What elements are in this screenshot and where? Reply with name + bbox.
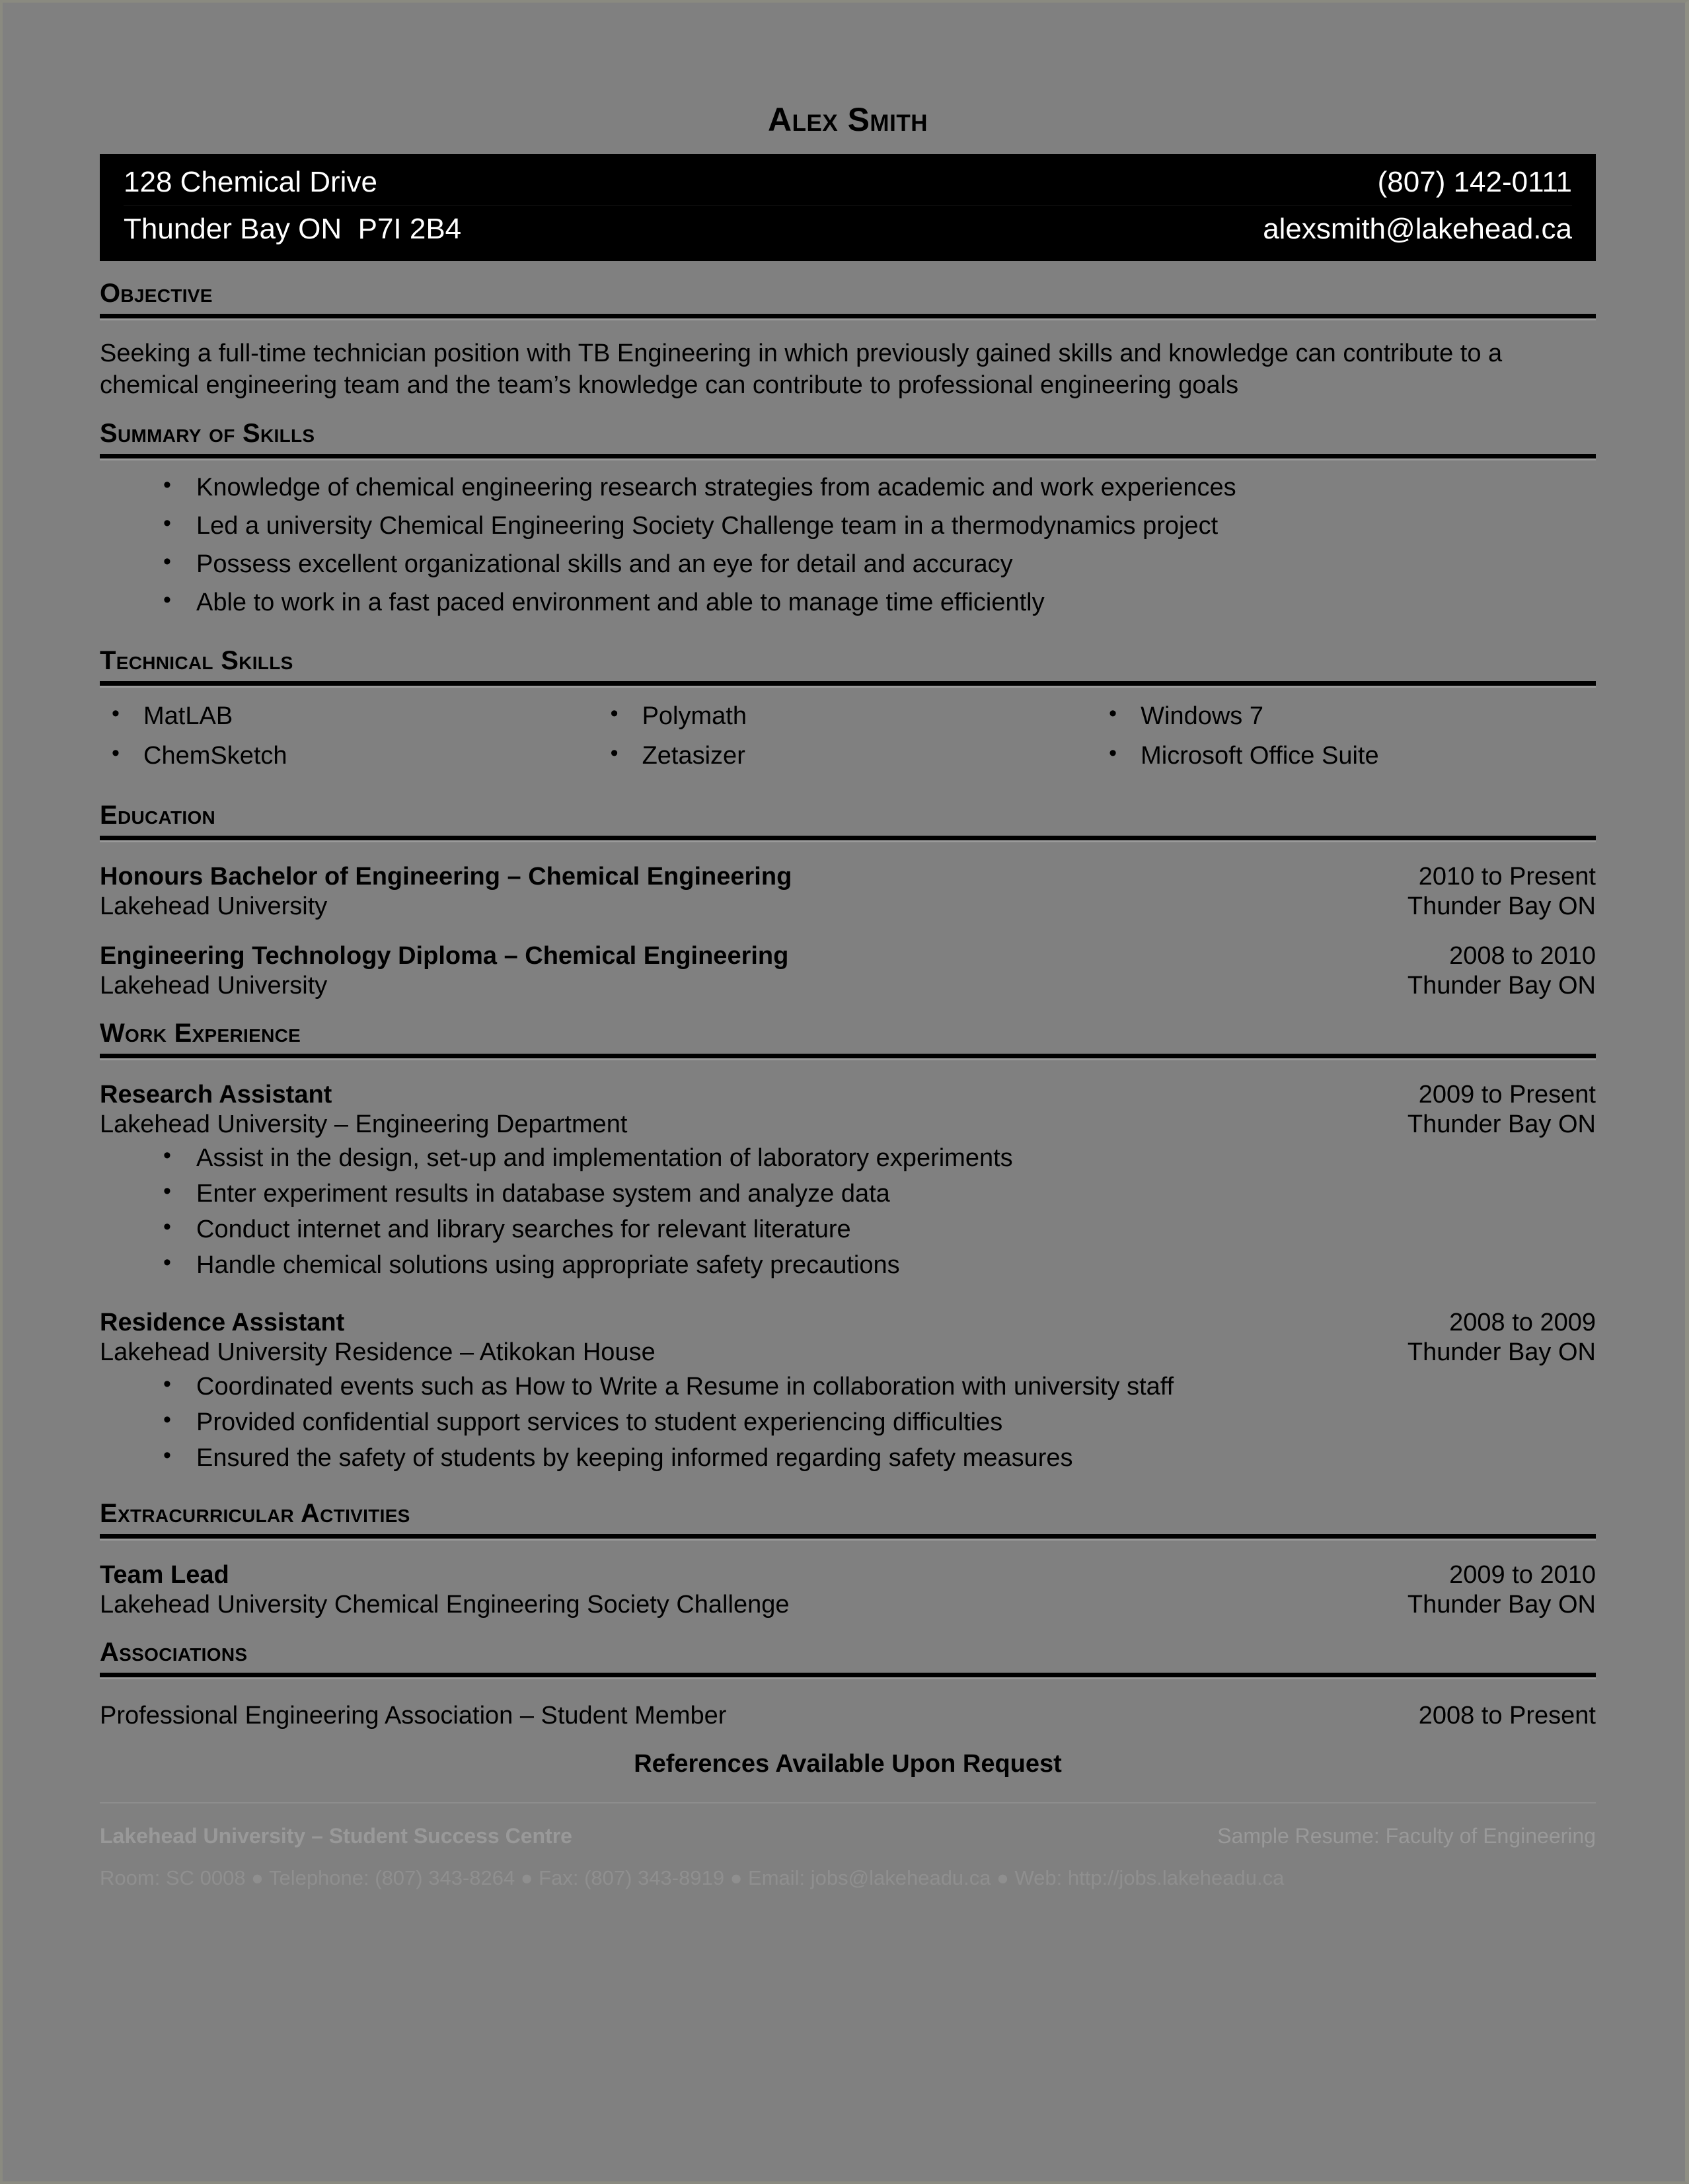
list-item: • Zetasizer xyxy=(599,743,1098,783)
entry-title-row xyxy=(100,862,1596,892)
footer-organization: Lakehead University – Student Success Centre xyxy=(100,1823,572,1848)
section-education xyxy=(100,783,1596,1000)
entry-dates: 2009 to Present xyxy=(1418,1080,1596,1109)
list-item: • Coordinated events such as How to Write a Resume in collaboration with university staff xyxy=(100,1374,1596,1410)
list-item: • Handle chemical solutions using appropriate safety precautions xyxy=(100,1253,1596,1288)
list-item: • Possess excellent organizational skills and an eye for detail and accuracy xyxy=(100,552,1596,590)
footer-document-label: Sample Resume: Faculty of Engineering xyxy=(1217,1823,1596,1848)
section-rule-work-experience xyxy=(100,1054,1596,1060)
technical-skills-columns xyxy=(100,688,1596,783)
section-extracurricular-activities xyxy=(100,1481,1596,1620)
list-item: • MatLAB xyxy=(100,704,599,743)
page-footer xyxy=(100,1802,1596,1891)
entry-organization: Lakehead University – Engineering Department xyxy=(100,1110,628,1138)
work-experience-entry xyxy=(100,1288,1596,1481)
entry-bullets xyxy=(100,1367,1596,1481)
address-line-2: Thunder Bay ON P7I 2B4 xyxy=(124,213,462,246)
education-entry xyxy=(100,922,1596,1001)
phone-number: (807) 142-0111 xyxy=(1377,166,1572,198)
entry-organization: Lakehead University xyxy=(100,892,328,921)
entry-sub-row xyxy=(100,971,1596,1001)
footer-top-row xyxy=(100,1823,1596,1848)
section-heading-associations: Associations xyxy=(100,1637,248,1667)
technical-skills-column-2 xyxy=(599,704,1098,783)
list-item: • Able to work in a fast paced environment and able to manage time efficiently xyxy=(100,590,1596,628)
entry-sub-row xyxy=(100,1338,1596,1367)
address-line-1: 128 Chemical Drive xyxy=(124,166,377,198)
entry-title: Research Assistant xyxy=(100,1080,332,1109)
education-entry xyxy=(100,842,1596,922)
technical-skills-column-3 xyxy=(1097,704,1596,783)
section-heading-education: Education xyxy=(100,801,216,830)
entry-dates: 2010 to Present xyxy=(1418,863,1596,891)
summary-skills-list xyxy=(100,460,1596,628)
list-item: • Knowledge of chemical engineering research strategies from academic and work experiences xyxy=(100,475,1596,513)
work-experience-entry xyxy=(100,1060,1596,1289)
section-heading-work-experience: Work Experience xyxy=(100,1018,301,1048)
objective-text: Seeking a full-time technician position with TB Engineering in which previously gained skills and knowledge can contribute to a chemical engineering team and the team’s knowledge can contribute to professional engineering goals xyxy=(100,339,1503,400)
contact-bar xyxy=(100,154,1596,261)
resume-content xyxy=(100,3,1596,1890)
section-heading-extracurricular-activities: Extracurricular Activities xyxy=(100,1499,410,1529)
section-rule-extracurricular-activities xyxy=(100,1534,1596,1541)
list-item: • ChemSketch xyxy=(100,743,599,783)
section-heading-objective: Objective xyxy=(100,278,213,308)
entry-location: Thunder Bay ON xyxy=(1407,1338,1596,1367)
entry-bullets xyxy=(100,1139,1596,1288)
extracurricular-entry xyxy=(100,1541,1596,1620)
references-note: References Available Upon Request xyxy=(634,1749,1062,1778)
section-associations xyxy=(100,1620,1596,1730)
section-work-experience xyxy=(100,1001,1596,1481)
association-dates: 2008 to Present xyxy=(1418,1701,1596,1729)
entry-location: Thunder Bay ON xyxy=(1407,971,1596,1000)
entry-organization: Lakehead University Chemical Engineering Society Challenge xyxy=(100,1590,790,1619)
section-heading-summary-of-skills: Summary of Skills xyxy=(100,419,315,449)
section-objective xyxy=(100,261,1596,402)
technical-skills-column-1 xyxy=(100,704,599,783)
list-item: • Assist in the design, set-up and implementation of laboratory experiments xyxy=(100,1146,1596,1181)
candidate-name: Alex Smith xyxy=(768,101,928,138)
section-technical-skills xyxy=(100,628,1596,783)
entry-title-row xyxy=(100,941,1596,971)
entry-dates: 2009 to 2010 xyxy=(1449,1561,1596,1589)
section-rule-associations xyxy=(100,1673,1596,1679)
association-label: Professional Engineering Association – Student Member xyxy=(100,1701,727,1729)
email-address: alexsmith@lakehead.ca xyxy=(1263,213,1572,246)
entry-location: Thunder Bay ON xyxy=(1407,892,1596,921)
entry-title-row xyxy=(100,1560,1596,1590)
entry-title: Residence Assistant xyxy=(100,1309,345,1337)
footer-contact-line: Room: SC 0008 ● Telephone: (807) 343-8264 ● Fax: (807) 343-8919 ● Email: jobs@lakeheadu.ca ● Web: http://jobs.lakeheadu.ca xyxy=(100,1866,1285,1890)
entry-title: Team Lead xyxy=(100,1561,229,1589)
association-row xyxy=(100,1679,1596,1730)
entry-dates: 2008 to 2009 xyxy=(1449,1309,1596,1337)
list-item: • Enter experiment results in database system and analyze data xyxy=(100,1181,1596,1217)
entry-sub-row xyxy=(100,892,1596,922)
entry-title: Engineering Technology Diploma – Chemical Engineering xyxy=(100,942,789,970)
entry-sub-row xyxy=(100,1590,1596,1620)
section-heading-technical-skills: Technical Skills xyxy=(100,646,293,676)
entry-sub-row xyxy=(100,1110,1596,1140)
section-rule-summary-of-skills xyxy=(100,454,1596,460)
list-item: • Conduct internet and library searches for relevant literature xyxy=(100,1217,1596,1253)
entry-location: Thunder Bay ON xyxy=(1407,1590,1596,1619)
list-item: • Provided confidential support services to student experiencing difficulties xyxy=(100,1410,1596,1445)
list-item: • Ensured the safety of students by keeping informed regarding safety measures xyxy=(100,1445,1596,1481)
entry-location: Thunder Bay ON xyxy=(1407,1110,1596,1138)
entry-organization: Lakehead University xyxy=(100,971,328,1000)
entry-organization: Lakehead University Residence – Atikokan House xyxy=(100,1338,656,1367)
section-rule-technical-skills xyxy=(100,681,1596,688)
list-item: • Led a university Chemical Engineering Society Challenge team in a thermodynamics project xyxy=(100,513,1596,552)
entry-title: Honours Bachelor of Engineering – Chemical Engineering xyxy=(100,863,792,891)
entry-title-row xyxy=(100,1080,1596,1110)
contact-row-1 xyxy=(124,162,1572,206)
section-summary-of-skills xyxy=(100,401,1596,628)
contact-row-2 xyxy=(124,206,1572,250)
list-item: • Microsoft Office Suite xyxy=(1097,743,1596,783)
section-rule-education xyxy=(100,836,1596,842)
list-item: • Polymath xyxy=(599,704,1098,743)
entry-title-row xyxy=(100,1308,1596,1338)
section-rule-objective xyxy=(100,314,1596,320)
entry-dates: 2008 to 2010 xyxy=(1449,942,1596,970)
list-item: • Windows 7 xyxy=(1097,704,1596,743)
